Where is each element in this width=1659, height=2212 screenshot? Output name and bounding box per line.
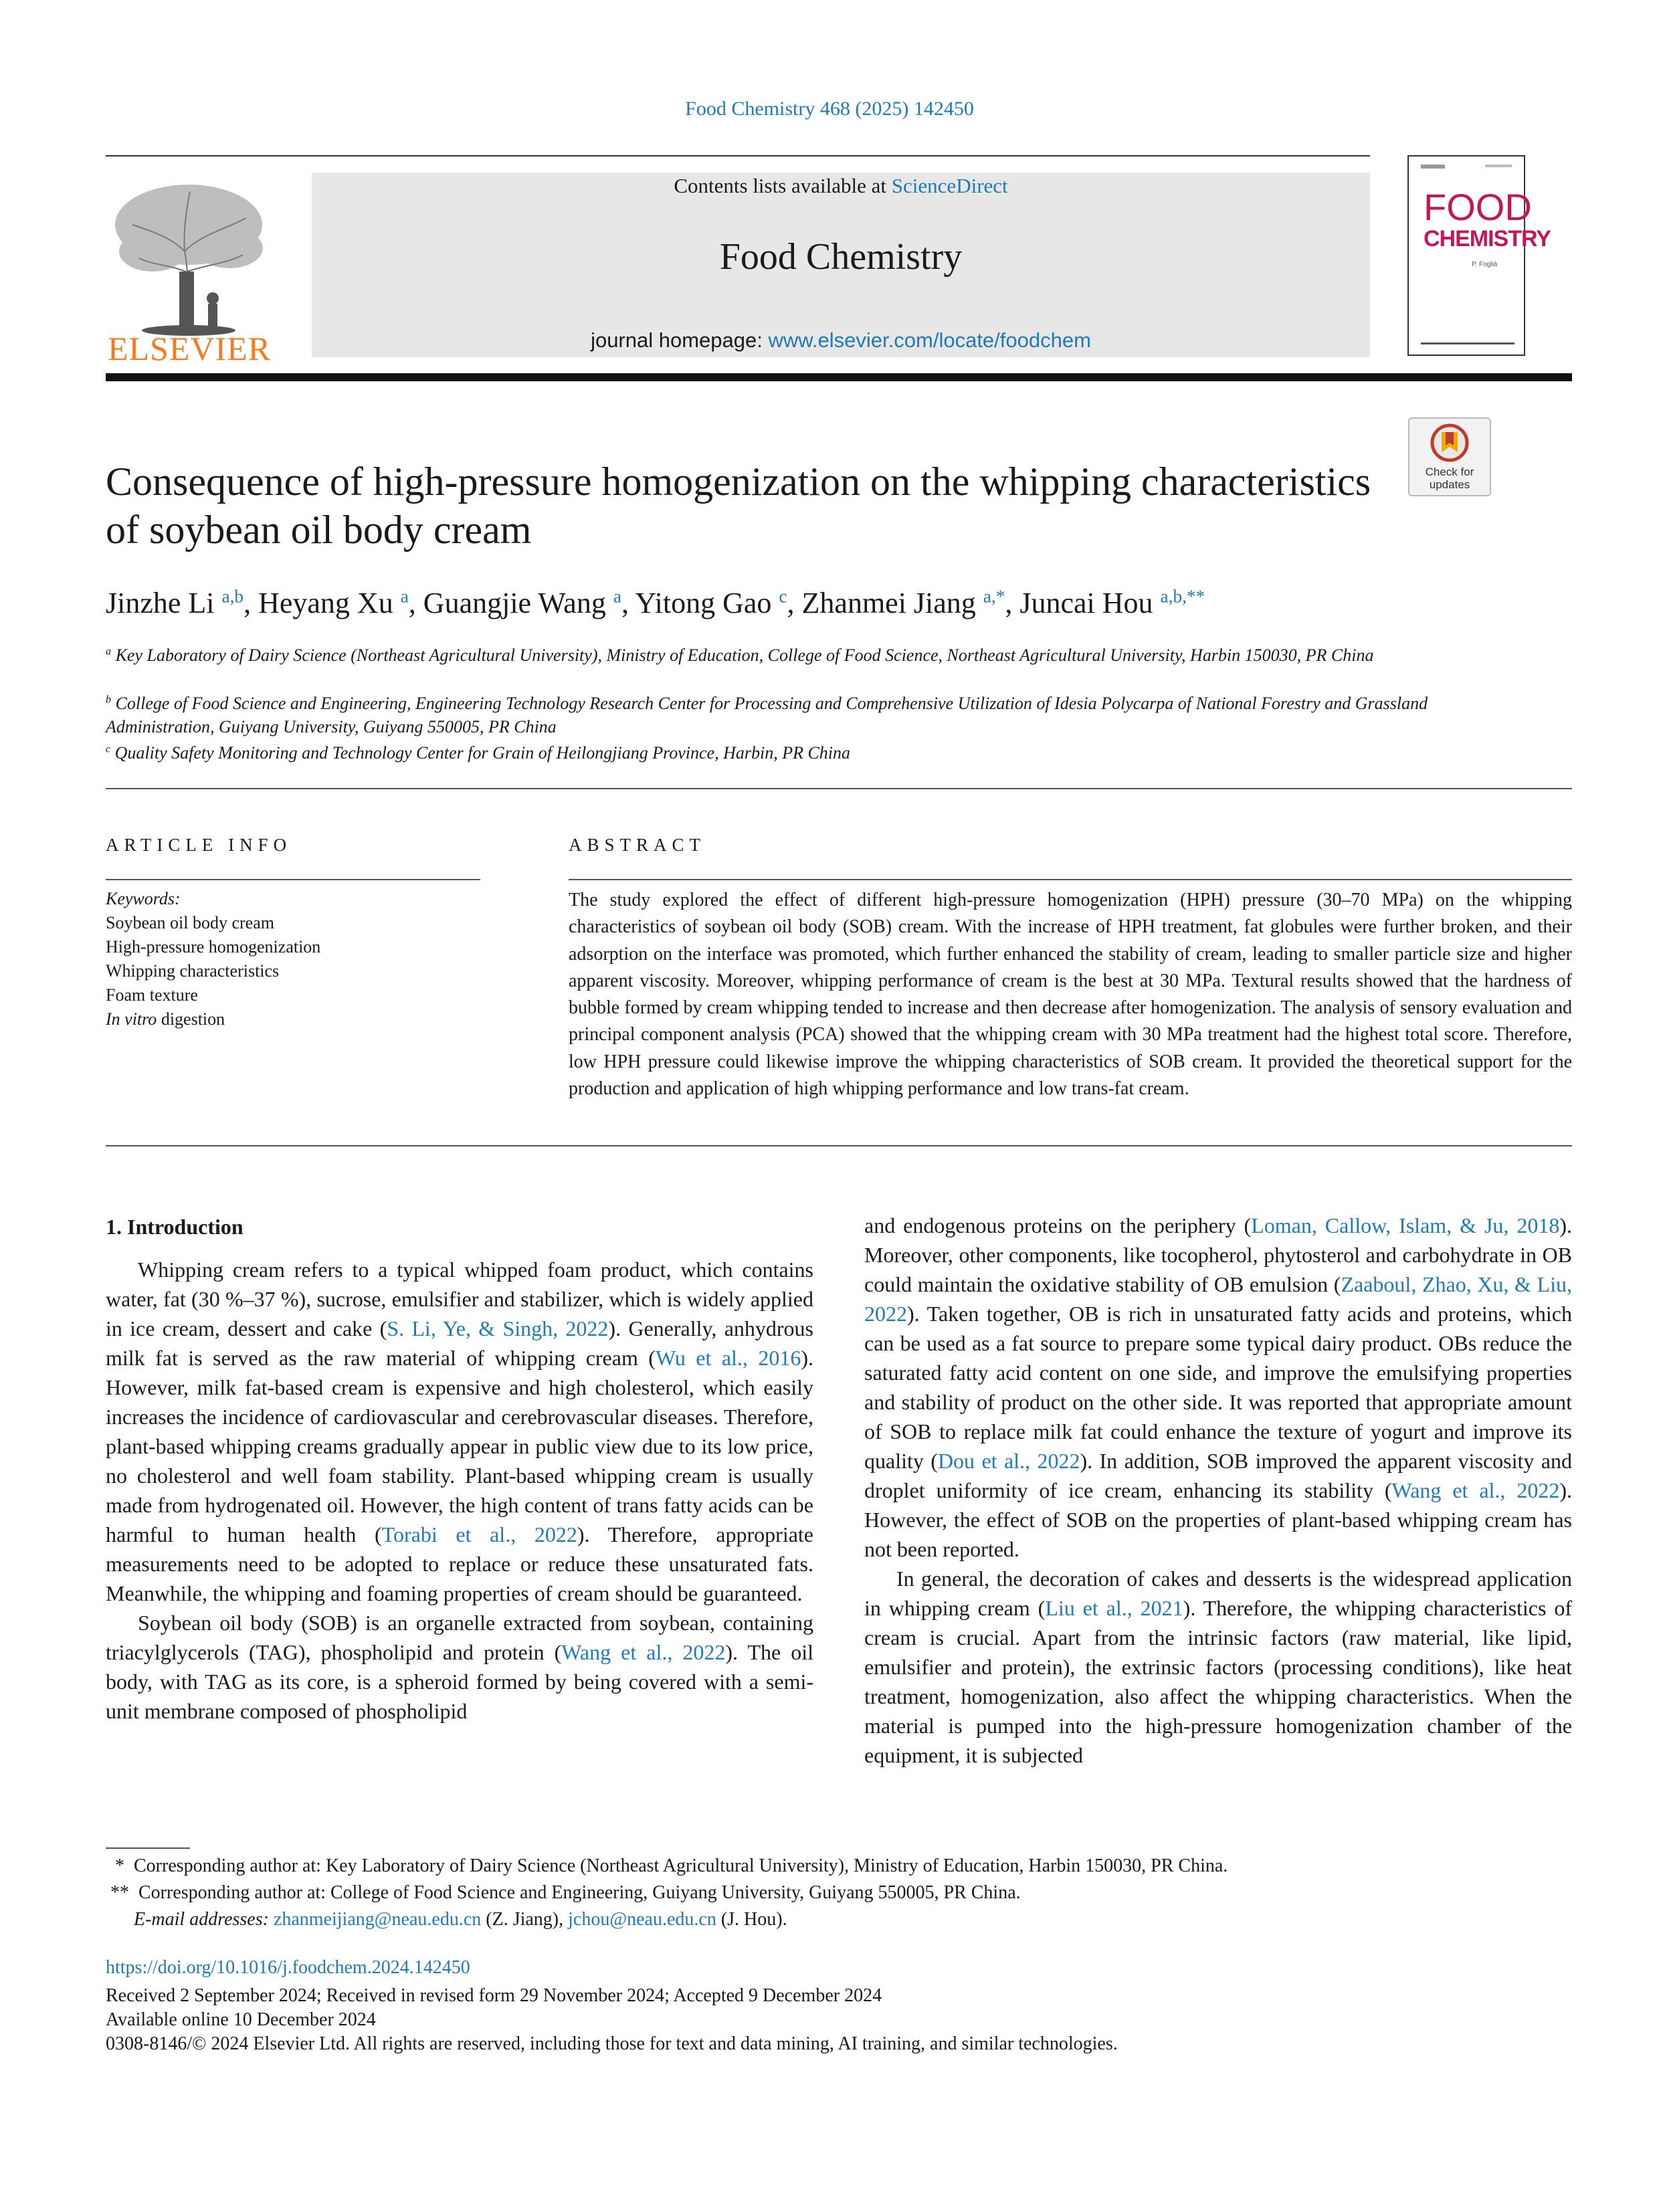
cover-volume-mark	[1485, 165, 1512, 167]
contents-line	[312, 174, 1370, 198]
publication-history	[106, 1984, 1118, 2056]
citation-link[interactable]: Torabi et al., 2022	[381, 1522, 577, 1546]
paragraph-text: Soybean oil body (SOB) is an organelle extracted from soybean, containing triacylglycerols (TAG), phospholipid and protein (	[106, 1611, 813, 1664]
affiliation-text: College of Food Science and Engineering, Engineering Technology Research Center for Processing and Comprehensive Utilization of Idesia Polycarpa of National Forestry and Grassland Administration, Guiyang University, Guiyang 550005, PR China	[106, 694, 1428, 736]
body-column-left	[106, 1211, 813, 1726]
citation-link[interactable]: Loman, Callow, Islam, & Ju, 2018	[1251, 1213, 1560, 1237]
affiliation-divider	[106, 788, 1572, 789]
abstract-heading: ABSTRACT	[569, 835, 706, 855]
paragraph-text: ). Moreover, other components, like tocopherol, phytosterol and carbohydrate in OB could maintain the oxidative stability of OB emulsion (	[864, 1213, 1573, 1296]
keyword-item	[106, 1007, 320, 1031]
abstract-rule	[569, 879, 1572, 880]
cover-bottom-rule	[1421, 342, 1515, 344]
paragraph	[864, 1564, 1572, 1770]
footnote-mark: *	[115, 1855, 124, 1876]
paragraph-text: ). Therefore, appropriate measurements need to be adopted to replace or reduce these unsaturated fats. Meanwhile, the whipping and foaming properties of cream should be guaranteed.	[106, 1522, 814, 1605]
paragraph-text: Whipping cream refers to a typical whipped foam product, which contains water, fat (30 %–37 %), sucrose, emulsifier and stabilizer, which is widely applied in ice cream, dessert and cake (	[106, 1258, 813, 1340]
footnote-text: Corresponding author at: College of Food Science and Engineering, Guiyang University, Guiyang 550005, PR China.	[138, 1882, 1021, 1903]
received-dates: Received 2 September 2024; Received in revised form 29 November 2024; Accepted 9 December 2024	[106, 1985, 882, 2006]
journal-citation-link[interactable]: Food Chemistry 468 (2025) 142450	[685, 98, 974, 120]
author-affiliation-mark[interactable]: a,b,**	[1160, 586, 1205, 607]
keywords-label: Keywords:	[106, 889, 181, 908]
author-affiliation-mark[interactable]: a,*	[983, 586, 1005, 607]
keyword-item: Whipping characteristics	[106, 961, 280, 981]
paragraph-text: In general, the decoration of cakes and desserts is the widespread application in whipping cream (	[864, 1567, 1572, 1620]
email-link[interactable]: zhanmeijiang@neau.edu.cn	[273, 1909, 482, 1930]
copyright-line: 0308-8146/© 2024 Elsevier Ltd. All rights are reserved, including those for text and data mining, AI training, and similar technologies.	[106, 2033, 1118, 2054]
affiliation-mark: b	[106, 694, 112, 706]
citation-link[interactable]: Zaaboul, Zhao, Xu, & Liu, 2022	[864, 1272, 1573, 1326]
citation-link[interactable]: Wang et al., 2022	[561, 1640, 726, 1664]
author-affiliation-mark[interactable]: a	[400, 586, 409, 607]
citation-link[interactable]: Dou et al., 2022	[937, 1449, 1080, 1473]
journal-homepage-line	[312, 328, 1370, 353]
affiliation-a	[106, 643, 1444, 667]
footnote-rule	[106, 1847, 190, 1849]
affiliation-c	[106, 741, 1444, 765]
email-owner: (J. Hou).	[716, 1909, 787, 1930]
available-online: Available online 10 December 2024	[106, 2009, 376, 2030]
affiliation-b	[106, 692, 1444, 738]
author-affiliation-mark[interactable]: a,b	[221, 586, 244, 607]
cover-editor: P. Fogliá	[1472, 261, 1498, 268]
journal-name: Food Chemistry	[719, 236, 963, 278]
cover-title-food: FOOD	[1424, 186, 1532, 228]
footnote-emails	[106, 1906, 1571, 1933]
paragraph-text: ). In addition, SOB improved the apparent viscosity and droplet uniformity of ice cream, enhancing its stability (	[864, 1449, 1573, 1502]
author-separator: ,	[408, 587, 423, 619]
paragraph-text: ). Therefore, the whipping characteristics of cream is crucial. Apart from the intrinsic factors (raw material, like lipid, emulsifier and protein), the extrinsic factors (processing conditions), like heat treatment, homogenization, also affect the whipping characteristics. When the material is pumped into the high-pressure homogenization chamber of the equipment, it is subjected	[864, 1596, 1573, 1767]
email-owner: (Z. Jiang),	[481, 1909, 569, 1930]
author-affiliation-mark[interactable]: a	[613, 586, 621, 607]
elsevier-wordmark: ELSEVIER	[107, 330, 272, 367]
header-thick-rule	[106, 373, 1572, 381]
footnote-mark: **	[110, 1882, 129, 1903]
author-name: Guangjie Wang	[423, 587, 606, 619]
check-updates-icon	[1409, 419, 1490, 466]
footnote-corresponding-1	[106, 1853, 1571, 1880]
footnote-corresponding-2	[106, 1880, 1571, 1906]
paragraph-text: ). However, the effect of SOB on the properties of plant-based whipping cream has not been reported.	[864, 1478, 1573, 1561]
affiliation-text: Quality Safety Monitoring and Technology Center for Grain of Heilongjiang Province, Harbin, PR China	[114, 743, 851, 763]
author-separator: ,	[787, 587, 802, 619]
article-info-rule	[106, 879, 480, 880]
email-link[interactable]: jchou@neau.edu.cn	[568, 1909, 716, 1930]
paragraph-text: and endogenous proteins on the periphery (	[864, 1213, 1252, 1237]
keyword-italic: In vitro	[106, 1009, 157, 1029]
paragraph-text: ). Generally, anhydrous milk fat is served as the raw material of whipping cream (	[106, 1316, 814, 1370]
article-title: Consequence of high-pressure homogenization on the whipping characteristics of soybean oil body cream	[106, 460, 1371, 552]
affiliation-text: Key Laboratory of Dairy Science (Northeast Agricultural University), Ministry of Education, College of Food Science, Northeast Agricultural University, Harbin 150030, PR China	[115, 645, 1374, 665]
keyword-rest: digestion	[157, 1009, 225, 1029]
cover-issn-mark	[1421, 165, 1445, 169]
paragraph	[106, 1255, 813, 1608]
homepage-prefix: journal homepage:	[591, 328, 769, 352]
cover-title-chemistry: CHEMISTRY	[1424, 226, 1551, 252]
author-name: Juncai Hou	[1019, 587, 1153, 619]
keyword-item: Soybean oil body cream	[106, 913, 274, 932]
keyword-item: High-pressure homogenization	[106, 937, 321, 957]
author-list	[106, 586, 1571, 620]
author-separator: ,	[1005, 587, 1020, 619]
body-column-right	[864, 1211, 1572, 1770]
keywords-block	[106, 887, 320, 1031]
citation-link[interactable]: Wang et al., 2022	[1391, 1478, 1560, 1502]
abstract-divider	[106, 1145, 1572, 1146]
paragraph	[106, 1608, 813, 1726]
citation-link[interactable]: S. Li, Ye, & Singh, 2022	[387, 1316, 609, 1340]
author-affiliation-mark[interactable]: c	[779, 586, 787, 607]
abstract-text: The study explored the effect of different high-pressure homogenization (HPH) pressure (30–70 MPa) on the whipping characteristics of soybean oil body (SOB) cream. With the increase of HPH treatment, fat globules were further broken, and their adsorption on the interface was promoted, which further enhanced the stability of cream, leading to smaller particle size and higher apparent viscosity. Moreover, whipping performance of cream is the best at 30 MPa. Textural results showed that the hardness of bubble formed by cream whipping tended to increase and then decrease after homogenization. The analysis of sensory evaluation and principal component analysis (PCA) showed that the whipping cream with 30 MPa treatment had the highest total score. Therefore, low HPH pressure could likewise improve the whipping characteristics of SOB cream. It provided the theoretical support for the production and application of high whipping performance and low trans-fat cream.	[569, 890, 1572, 1100]
footnote-text: Corresponding author at: Key Laboratory of Dairy Science (Northeast Agricultural University), Ministry of Education, Harbin 150030, PR China.	[134, 1855, 1228, 1876]
author-separator: ,	[243, 587, 259, 619]
journal-homepage-link[interactable]: www.elsevier.com/locate/foodchem	[768, 328, 1091, 352]
affiliation-mark: a	[106, 645, 112, 658]
citation-link[interactable]: Liu et al., 2021	[1045, 1596, 1183, 1620]
section-heading-introduction: 1. Introduction	[106, 1215, 243, 1239]
author-name: Heyang Xu	[258, 587, 393, 619]
journal-cover-thumbnail[interactable]	[1407, 155, 1525, 356]
paragraph-text: ). However, milk fat-based cream is expensive and high cholesterol, which easily increases the incidence of cardiovascular and cerebrovascular diseases. Therefore, plant-based whipping creams gradually appear in public view due to its low price, no cholesterol and well foam stability. Plant-based whipping cream is usually made from hydrogenated oil. However, the high content of trans fatty acids can be harmful to human health (	[106, 1346, 814, 1546]
author-name: Yitong Gao	[635, 587, 772, 619]
paragraph-text: ). The oil body, with TAG as its core, is a spheroid formed by being covered with a semi-unit membrane composed of phospholipid	[106, 1640, 814, 1723]
affiliation-mark: c	[106, 743, 111, 755]
sciencedirect-link[interactable]: ScienceDirect	[891, 174, 1008, 197]
article-info-heading: ARTICLE INFO	[106, 835, 292, 855]
check-for-updates-label: Check for updates	[1425, 466, 1474, 491]
paragraph	[864, 1211, 1572, 1564]
author-name: Jinzhe Li	[106, 587, 215, 619]
doi-link[interactable]: https://doi.org/10.1016/j.foodchem.2024.142450	[106, 1957, 470, 1978]
contents-prefix: Contents lists available at	[674, 174, 892, 197]
keyword-item: Foam texture	[106, 985, 198, 1005]
citation-link[interactable]: Wu et al., 2016	[655, 1346, 801, 1370]
author-name: Zhanmei Jiang	[801, 587, 976, 619]
paragraph-text: ). Taken together, OB is rich in unsaturated fatty acids and proteins, which can be used as a fat source to prepare some typical dairy product. OBs reduce the saturated fatty acid content on one side, and improve the emulsifying properties and stability of product on the other side. It was reported that appropriate amount of SOB to replace milk fat could enhance the texture of yogurt and improve its quality (	[864, 1302, 1572, 1473]
email-label: E-mail addresses:	[134, 1909, 269, 1930]
author-separator: ,	[621, 587, 636, 619]
header-top-rule	[106, 155, 1370, 157]
